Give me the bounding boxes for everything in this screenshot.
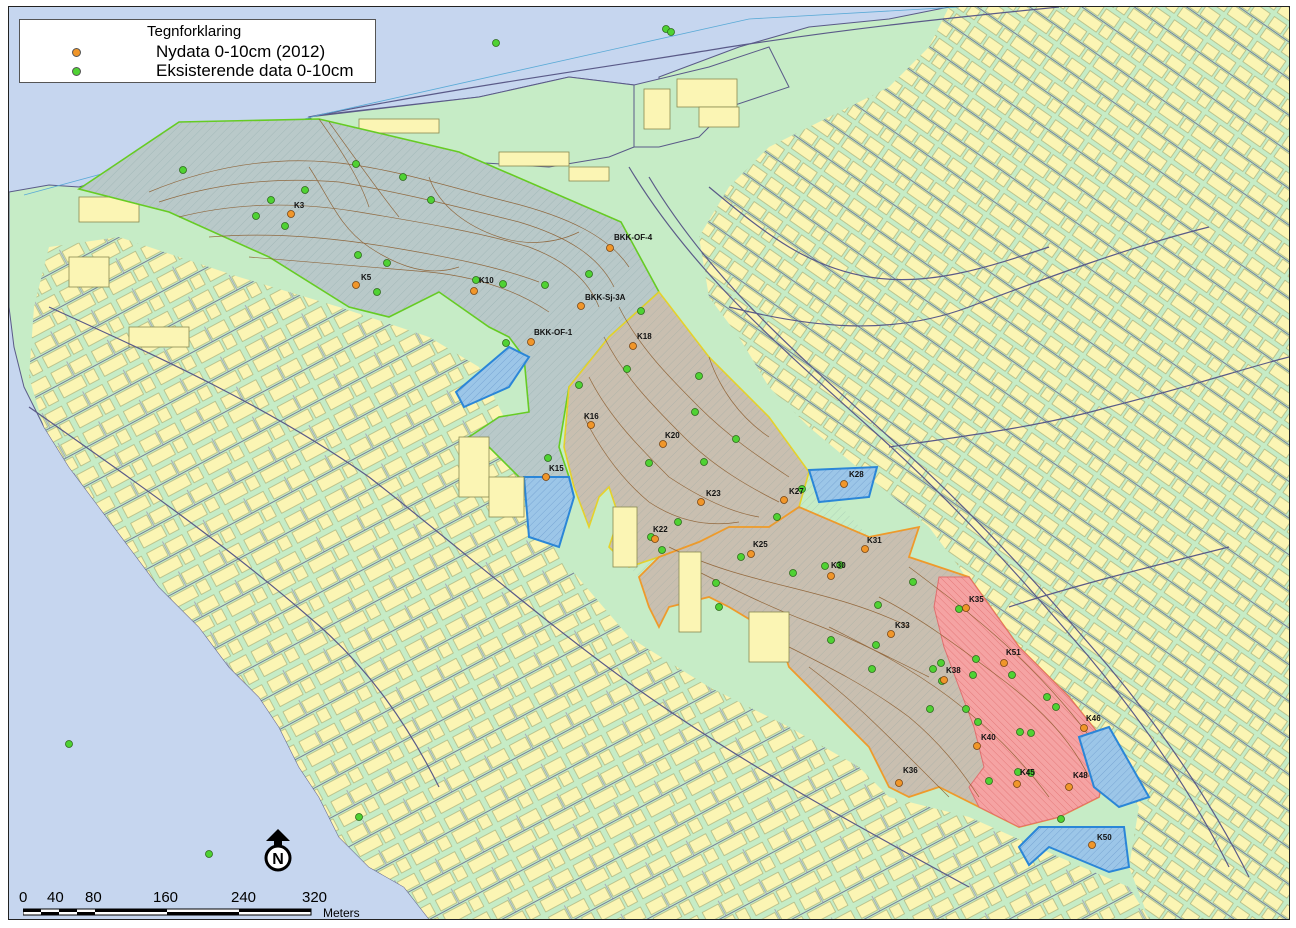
scale-bar (19, 889, 383, 920)
existing-sample-point (692, 409, 699, 416)
new-sample-point (578, 303, 585, 310)
new-sample-point (888, 631, 895, 638)
existing-sample-point (1017, 729, 1024, 736)
existing-sample-point (282, 223, 289, 230)
existing-sample-point (545, 455, 552, 462)
existing-sample-point (910, 579, 917, 586)
sample-label: K30 (831, 561, 846, 570)
new-sample-point (1089, 842, 1096, 849)
existing-sample-point (180, 167, 187, 174)
new-sample-point (963, 605, 970, 612)
scale-tick-label: 0 (19, 889, 28, 906)
existing-sample-point (206, 851, 213, 858)
existing-sample-point (624, 366, 631, 373)
sample-label: K18 (637, 332, 652, 341)
new-sample-point (288, 211, 295, 218)
legend-item-label: Nydata 0-10cm (2012) (156, 42, 326, 61)
sample-label: K5 (361, 273, 372, 282)
new-sample-point (1014, 781, 1021, 788)
sample-label: K20 (665, 431, 680, 440)
legend-title: Tegnforklaring (147, 23, 242, 40)
sample-label: K33 (895, 621, 910, 630)
new-sample-point (660, 441, 667, 448)
new-sample-point (607, 245, 614, 252)
new-sample-point (828, 573, 835, 580)
new-sample-point (588, 422, 595, 429)
existing-sample-point (822, 563, 829, 570)
existing-sample-point (1053, 704, 1060, 711)
existing-sample-point (1028, 730, 1035, 737)
sample-label: K45 (1020, 768, 1035, 777)
sample-label: K31 (867, 536, 882, 545)
existing-sample-point (1044, 694, 1051, 701)
existing-sample-point (374, 289, 381, 296)
existing-sample-point (956, 606, 963, 613)
scale-tick-label: 240 (231, 889, 257, 906)
existing-sample-point (875, 602, 882, 609)
existing-sample-point (733, 436, 740, 443)
sample-label: K10 (479, 276, 494, 285)
existing-sample-point (542, 282, 549, 289)
existing-sample-point (970, 672, 977, 679)
existing-sample-point (938, 660, 945, 667)
existing-sample-point (356, 814, 363, 821)
existing-sample-point (1058, 816, 1065, 823)
existing-sample-point (659, 547, 666, 554)
sample-label: K22 (653, 525, 668, 534)
scale-tick-label: 80 (85, 889, 102, 906)
sample-label: K3 (294, 201, 305, 210)
sample-label: K50 (1097, 833, 1112, 842)
map-drawing (9, 7, 1289, 919)
map-canvas[interactable] (8, 6, 1290, 920)
existing-sample-point (355, 252, 362, 259)
existing-sample-point (576, 382, 583, 389)
sample-label: BKK-OF-4 (614, 233, 653, 242)
existing-sample-point (873, 642, 880, 649)
north-letter: N (272, 851, 284, 868)
new-sample-point (471, 288, 478, 295)
legend-item-label: Eksisterende data 0-10cm (156, 61, 354, 80)
existing-sample-point (774, 514, 781, 521)
existing-sample-point (675, 519, 682, 526)
existing-sample-point (790, 570, 797, 577)
new-sample-point (353, 282, 360, 289)
existing-sample-point (975, 719, 982, 726)
existing-sample-point (713, 580, 720, 587)
new-sample-point (781, 497, 788, 504)
existing-sample-point (701, 459, 708, 466)
sample-label: K38 (946, 666, 961, 675)
sample-label: K15 (549, 464, 564, 473)
sample-label: K25 (753, 540, 768, 549)
sample-label: K36 (903, 766, 918, 775)
new-sample-point (543, 474, 550, 481)
existing-sample-point (696, 373, 703, 380)
new-sample-point (630, 343, 637, 350)
sample-label: BKK-OF-1 (534, 328, 573, 337)
orange-dot-icon (72, 48, 81, 57)
new-sample-point (896, 780, 903, 787)
new-sample-point (841, 481, 848, 488)
north-arrow-icon (260, 827, 296, 875)
sample-label: K27 (789, 487, 804, 496)
existing-sample-point (428, 197, 435, 204)
map-legend (19, 19, 376, 83)
new-sample-point (1066, 784, 1073, 791)
sample-label: K16 (584, 412, 599, 421)
existing-sample-point (586, 271, 593, 278)
sample-label: K23 (706, 489, 721, 498)
new-sample-point (528, 339, 535, 346)
sample-label: K48 (1073, 771, 1088, 780)
sample-label: K40 (981, 733, 996, 742)
existing-sample-point (930, 666, 937, 673)
new-sample-point (941, 677, 948, 684)
existing-sample-point (828, 637, 835, 644)
scale-unit: Meters (323, 906, 360, 920)
sample-label: K46 (1086, 714, 1101, 723)
new-sample-point (652, 536, 659, 543)
scale-tick-label: 320 (302, 889, 328, 906)
existing-sample-point (1009, 672, 1016, 679)
green-dot-icon (72, 67, 81, 76)
scale-bar-graphic (23, 907, 323, 917)
existing-sample-point (738, 554, 745, 561)
new-sample-point (974, 743, 981, 750)
existing-sample-point (503, 340, 510, 347)
existing-sample-point (493, 40, 500, 47)
scale-tick-label: 40 (47, 889, 64, 906)
existing-sample-point (646, 460, 653, 467)
new-sample-point (1081, 725, 1088, 732)
existing-sample-point (869, 666, 876, 673)
new-sample-point (1001, 660, 1008, 667)
existing-sample-point (400, 174, 407, 181)
sample-label: BKK-Sj-3A (585, 293, 626, 302)
existing-sample-point (973, 656, 980, 663)
existing-sample-point (963, 706, 970, 713)
new-sample-point (698, 499, 705, 506)
existing-sample-point (500, 281, 507, 288)
existing-sample-point (638, 308, 645, 315)
existing-sample-point (716, 604, 723, 611)
existing-sample-point (384, 260, 391, 267)
existing-sample-point (302, 187, 309, 194)
existing-sample-point (268, 197, 275, 204)
existing-sample-point (986, 778, 993, 785)
existing-sample-point (66, 741, 73, 748)
existing-sample-point (927, 706, 934, 713)
existing-sample-point (253, 213, 260, 220)
sample-label: K28 (849, 470, 864, 479)
existing-sample-point (668, 29, 675, 36)
scale-tick-label: 160 (153, 889, 179, 906)
existing-sample-point (353, 161, 360, 168)
sample-label: K35 (969, 595, 984, 604)
new-sample-point (748, 551, 755, 558)
sample-label: K51 (1006, 648, 1021, 657)
new-sample-point (862, 546, 869, 553)
